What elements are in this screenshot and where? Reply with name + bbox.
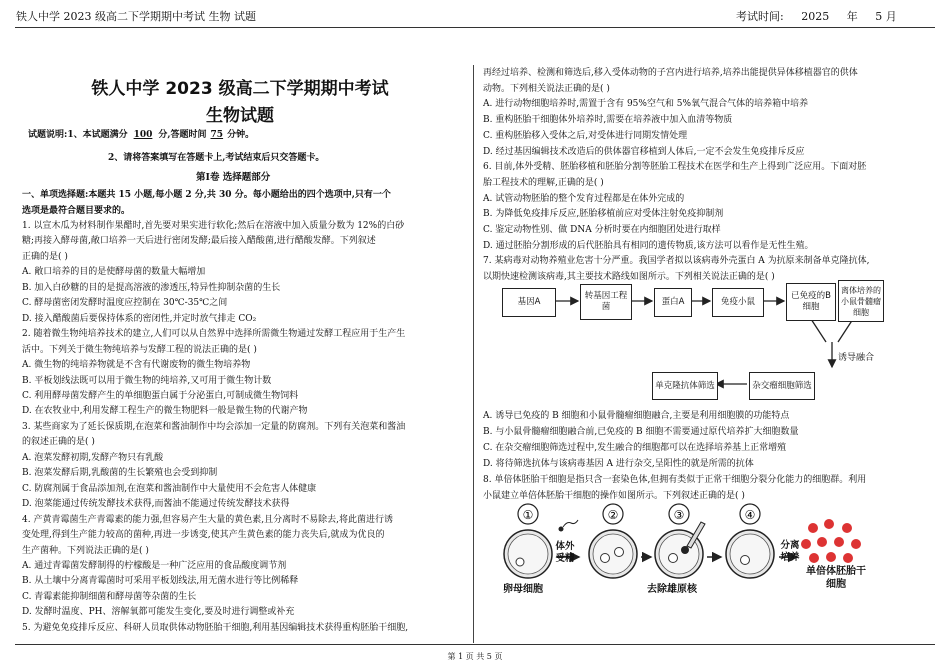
exam-year-unit: 年 (846, 10, 858, 23)
stem-cell (808, 523, 818, 533)
remaining-pronucleus (669, 554, 678, 563)
text-line: 变处理,得到生产能力较高的菌种,再进一步诱变,使其产生黄色素的能力丧失后,就成为优良的 (22, 530, 385, 541)
section-title: 第Ⅰ卷 选择题部分 (196, 172, 271, 183)
note-1 (28, 127, 254, 143)
text-line: 活中。下列关于微生物纯培养与发酵工程的说法正确的是( ) (22, 344, 257, 355)
stem-cell (834, 537, 844, 547)
text-line: D. 在农牧业中,利用发酵工程生产的微生物肥料一般是微生物的代谢产物 (22, 406, 308, 417)
text-line: B. 为降低免疫排斥反应,胚胎移植前应对受体注射免疫抑制剂 (483, 209, 724, 220)
text-line: 的叙述正确的是( ) (22, 437, 95, 448)
page-footer: 第 1 页 共 5 页 (447, 652, 503, 661)
male-pronucleus (615, 548, 624, 557)
instruction-line: 一、单项选择题:本题共 15 小题,每小题 2 分,共 30 分。每小题给出的四个选项中,只有一个 (22, 190, 391, 200)
page-header-right (736, 8, 897, 24)
text-line: 以期快速检测该病毒,其主要技术路线如图所示。下列相关说法正确的是( ) (483, 272, 775, 283)
text-line: 1. 以宣木瓜为材料制作果醋时,首先要对果实进行软化;然后在溶液中加入质量分数为 12%的白砂 (22, 221, 405, 231)
egg-cell-label: 卵母细胞 (503, 584, 543, 595)
haploid-zygote-cytoplasm (730, 534, 770, 574)
footer-rule (15, 644, 935, 645)
exam-duration: 75 (210, 130, 224, 140)
text-line: B. 泡菜发酵后期,乳酸菌的生长繁殖也会受到抑制 (22, 468, 218, 479)
arrow-bcell-down (811, 319, 826, 342)
text-line: 胎工程技术的理解,正确的是( ) (483, 177, 604, 188)
text-line: B. 从土壤中分离青霉菌时可采用平板划线法,用无菌水进行等比例稀释 (22, 576, 299, 587)
flow-antibody-screen: 单克隆抗体筛选 (652, 372, 718, 400)
text-line: B. 加入白砂糖的目的是提高溶液的渗透压,特异性抑制杂菌的生长 (22, 282, 281, 293)
step-label: ① (522, 508, 534, 522)
text-line: 再经过培养、检测和筛选后,移入受体动物的子宫内进行培养,培养出能提供异体移植器官的供体 (483, 68, 858, 78)
stem-cell (842, 523, 852, 533)
sperm-head (559, 527, 564, 532)
text-line: C. 重构胚胎移入受体之后,对受体进行同期发情处理 (483, 130, 688, 141)
text-line: A. 诱导已免疫的 B 细胞和小鼠骨髓瘤细胞融合,主要是利用细胞膜的功能特点 (483, 411, 790, 421)
zygote-cytoplasm (593, 534, 633, 574)
egg-nucleus (516, 558, 524, 566)
remove-pronucleus-label: 去除雄原核 (647, 584, 697, 595)
text-line: C. 防腐剂属于食品添加剂,在泡菜和酱油制作中大量使用不会危害人体健康 (22, 483, 317, 494)
exam-title: 铁人中学 2023 级高二下学期期中考试 (91, 79, 389, 99)
haploid-stem-cell-label: 单倍体胚胎干细胞 (806, 566, 866, 590)
text-line: A. 泡菜发酵初期,发酵产物只有乳酸 (22, 452, 164, 463)
flow-hybridoma-screen: 杂交瘤细胞筛选 (749, 372, 815, 400)
instruction-block (22, 187, 391, 219)
flow-immune-mouse: 免疫小鼠 (712, 288, 764, 317)
text-line: D. 通过胚胎分割形成的后代胚胎具有相同的遗传物质,该方法可以看作是无性生殖。 (483, 240, 814, 251)
stem-cell-cluster (801, 519, 861, 563)
separate-culture-label: 分离培养 (780, 540, 800, 563)
text-line: 生产菌种。下列说法正确的是( ) (22, 545, 149, 556)
text-line: 7. 某病毒对动物养殖业危害十分严重。我国学者拟以该病毒外壳蛋白 A 为抗原来制备单克隆抗体, (483, 256, 870, 267)
text-line: C. 酵母菌密闭发酵时温度应控制在 30℃-35℃之间 (22, 298, 228, 309)
text-line: 8. 单倍体胚胎干细胞是指只含一套染色体,但拥有类似于正常干细胞分裂分化能力的细胞群。利用 (483, 475, 867, 485)
page-header-left: 铁人中学 2023 级高二下学期期中考试 生物 试题 (16, 10, 256, 23)
exam-notes (28, 127, 254, 143)
text-line: D. 发酵时温度、PH、溶解氧都可能发生变化,要及时进行调整或补充 (22, 607, 295, 618)
exam-time-label: 考试时间: (736, 10, 784, 23)
note-2: 2、请将答案填写在答题卡上,考试结束后只交答题卡。 (108, 153, 325, 163)
flow-fusion-label: 诱导融合 (838, 353, 875, 363)
step-label: ④ (744, 508, 756, 522)
exam-month: 5 月 (875, 10, 897, 23)
stem-cell (801, 539, 811, 549)
flow-immunized-bcell: 已免疫的B细胞 (786, 283, 836, 321)
text-line: B. 与小鼠骨髓瘤细胞融合前,已免疫的 B 细胞不需要通过原代培养扩大细胞数量 (483, 427, 799, 437)
sperm-tail (563, 520, 578, 527)
haploid-nucleus (741, 556, 750, 565)
text-line: 2. 随着微生物纯培养技术的建立,人们可以从自然界中选择所需微生物通过发酵工程应用于生产生 (22, 329, 406, 340)
text-line: A. 通过青霉菌发酵制得的柠檬酸是一种广泛应用的食品酸度调节剂 (22, 560, 287, 571)
female-pronucleus (601, 554, 610, 563)
exam-year: 2025 (801, 10, 830, 23)
arrow-myeloma-down (838, 319, 853, 342)
exam-subject: 生物试题 (206, 106, 274, 126)
text-line: C. 青霉素能抑制细菌和酵母菌等杂菌的生长 (22, 591, 197, 602)
text-line: D. 接入醋酸菌后要保持体系的密闭性,并定时放气排走 CO₂ (22, 313, 257, 324)
note1-prefix: 试题说明:1、本试题满分 (28, 130, 128, 140)
text-line: 动物。下列相关说法正确的是( ) (483, 83, 610, 94)
text-line: A. 微生物的纯培养物就是不含有代谢废物的微生物培养物 (22, 360, 251, 371)
left-questions (22, 219, 408, 636)
note1-suffix: 分钟。 (227, 130, 255, 140)
text-line: D. 经过基因编辑技术改造后的供体器官移植到人体后,一定不会发生免疫排斥反应 (483, 146, 805, 157)
text-line: D. 将待筛选抗体与该病毒基因 A 进行杂交,呈阳性的就是所需的抗体 (483, 459, 754, 469)
text-line: 5. 为避免免疫排斥反应、科研人员取供体动物胚胎干细胞,利用基因编辑技术获得重构胚胎干细胞, (22, 622, 409, 633)
instruction-line: 选项是最符合题目要求的。 (22, 206, 131, 216)
flow-protein-a: 蛋白A (654, 288, 692, 317)
egg-cytoplasm (508, 534, 548, 574)
stem-cell (817, 537, 827, 547)
right-questions-bottom (483, 408, 866, 504)
text-line: 小鼠建立单倍体胚胎干细胞的操作如图所示。下列叙述正确的是( ) (483, 491, 745, 501)
male-pronucleus-removed (681, 546, 689, 554)
text-line: 4. 产黄青霉菌生产青霉素的能力强,但容易产生大量的黄色素,且分离时不易除去,将此菌进行诱 (22, 514, 394, 525)
stem-cell (809, 553, 819, 563)
ivf-label: 体外受精 (555, 541, 575, 564)
text-line: A. 敞口培养的目的是使酵母菌的数量大幅增加 (22, 267, 206, 278)
step-label: ③ (673, 508, 685, 522)
text-line: 6. 目前,体外受精、胚胎移植和胚胎分割等胚胎工程技术在医学和生产上得到广泛应用。下面对胚 (483, 162, 867, 173)
stem-cell (826, 552, 836, 562)
text-line: C. 在杂交瘤细胞筛选过程中,发生融合的细胞都可以在选择培养基上正常增殖 (483, 443, 787, 453)
text-line: 糖;再接入酵母菌,敞口培养一天后进行密闭发酵;最后接入醋酸菌,进行醋酸发酵。下列叙述 (22, 236, 376, 247)
flow-engineered-bacteria: 转基因工程菌 (580, 284, 632, 320)
stem-cell (843, 553, 853, 563)
stem-cell (824, 519, 834, 529)
text-line: A. 试管动物胚胎的整个发育过程都是在体外完成的 (483, 193, 685, 204)
note1-mid: 分,答题时间 (158, 130, 207, 140)
text-line: 正确的是( ) (22, 251, 68, 262)
column-divider (473, 65, 474, 643)
header-rule (15, 27, 935, 28)
text-line: A. 进行动物细胞培养时,需置于含有 95%空气和 5%氧气混合气体的培养箱中培养 (483, 99, 809, 110)
text-line: D. 泡菜能通过传统发酵技术获得,而酱油不能通过传统发酵技术获得 (22, 499, 290, 510)
text-line: 3. 某些商家为了延长保质期,在泡菜和酱油制作中均会添加一定量的防腐剂。下列有关泡菜和酱油 (22, 421, 406, 432)
right-questions-top (483, 66, 870, 286)
text-line: C. 利用酵母菌发酵产生的单细胞蛋白属于分泌蛋白,可制成微生物饲料 (22, 390, 299, 401)
full-score: 100 (133, 130, 153, 140)
stem-cell (851, 539, 861, 549)
flow-gene-a: 基因A (502, 288, 556, 317)
text-line: C. 鉴定动物性别、做 DNA 分析时要在内细胞团处进行取样 (483, 225, 721, 236)
flow-myeloma-cell: 离体培养的小鼠骨髓瘤细胞 (838, 280, 884, 322)
step-label: ② (607, 508, 619, 522)
text-line: B. 平板划线法既可以用于微生物的纯培养,又可用于微生物计数 (22, 375, 272, 386)
text-line: B. 重构胚胎干细胞体外培养时,需要在培养液中加入血清等物质 (483, 115, 733, 126)
